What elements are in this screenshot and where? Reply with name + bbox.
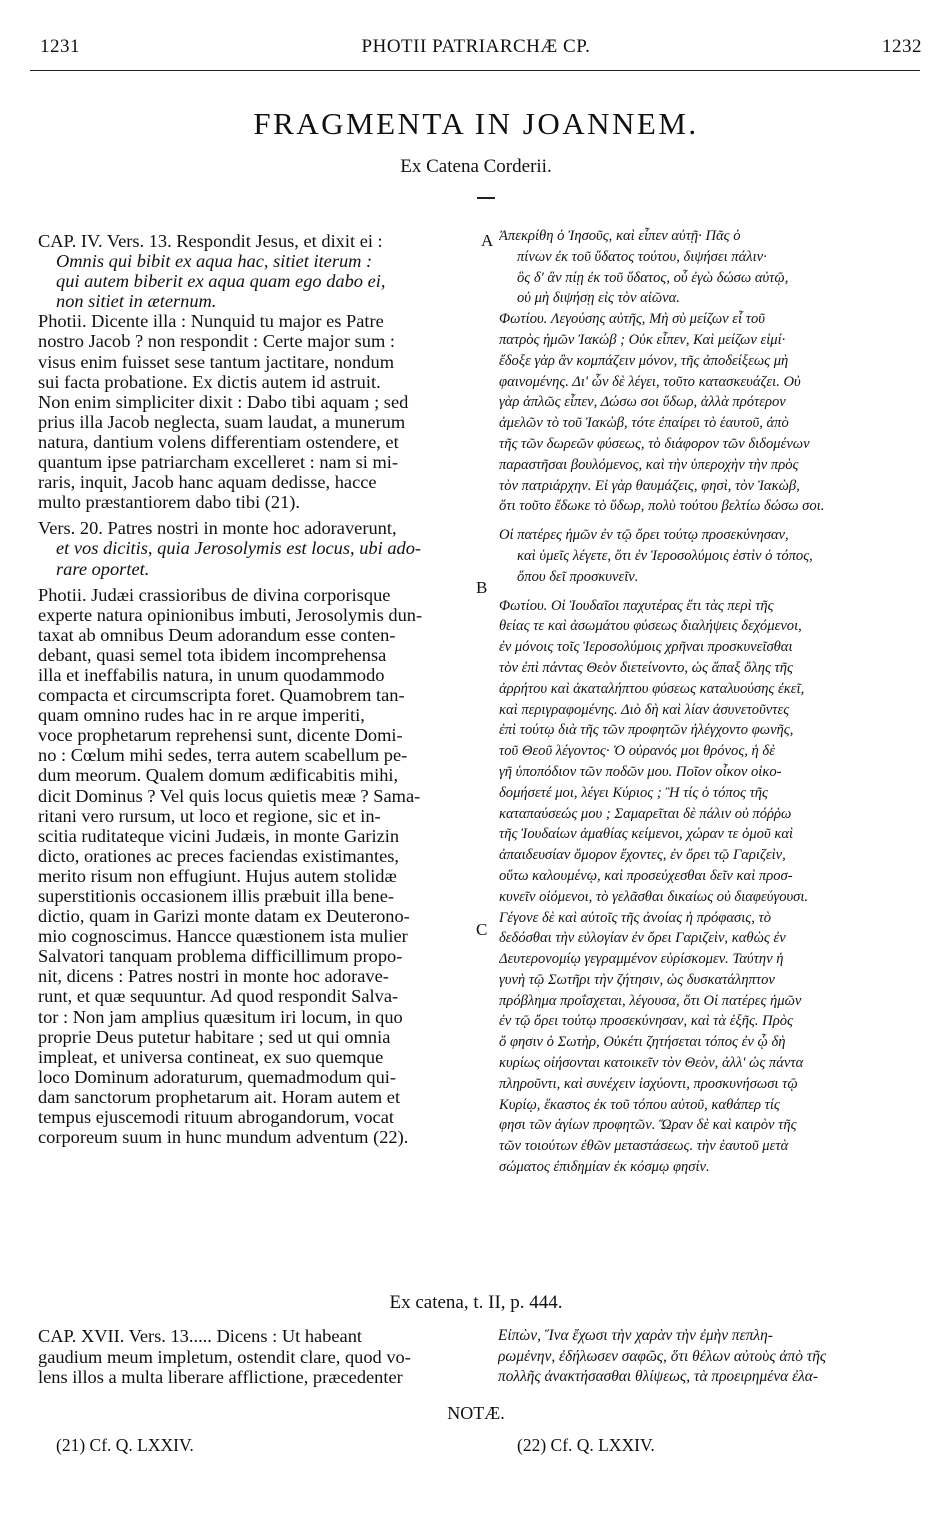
latin-line: gaudium meum impletum, ostendit clare, quod vo- bbox=[38, 1346, 411, 1367]
greek-line: πρόβλημα προΐσχεται, λέγουσα, ὅτι Οἱ πατέρες ἡμῶν bbox=[499, 992, 802, 1009]
latin-line: non sitiet in æternum. bbox=[56, 291, 217, 312]
latin-line: no : Cœlum mihi sedes, terra autem scabellum pe- bbox=[38, 745, 408, 766]
latin-line: nostro Jacob ? non respondit : Certe major sum : bbox=[38, 331, 396, 352]
greek-line: καὶ περιγραφομένης. Διὸ δὴ καὶ λίαν ἀσυνετοῦντες bbox=[499, 701, 790, 718]
greek-line: ἐπὶ τούτῳ διὰ τῆς τῶν προφητῶν ἠλέγχοντο φωνῆς, bbox=[499, 722, 794, 739]
latin-column bbox=[38, 231, 483, 1147]
greek-line: καὶ ὑμεῖς λέγετε, ὅτι ἐν Ἱεροσολύμοις ἐστὶν ὁ τόπος, bbox=[517, 547, 813, 564]
greek-line: τοῦ Θεοῦ λέγοντος· Ὁ οὐρανός μοι θρόνος, ἡ δὲ bbox=[499, 743, 775, 760]
greek-line: πατρὸς ἡμῶν Ἰακώβ ; Οὐκ εἶπεν, Καὶ μείζων εἰμί· bbox=[499, 331, 786, 348]
latin-line: Photii. Dicente illa : Nunquid tu major es Patre bbox=[38, 311, 384, 332]
greek-line: φησι τῶν ἁγίων προφητῶν. Ὥραν δὲ καὶ καιρὸν τῆς bbox=[499, 1117, 797, 1134]
latin-line: taxat ab omnibus Deum adorandum esse conten- bbox=[38, 624, 396, 645]
greek-line: ἀρρήτου καὶ ἀκαταλήπτου φύσεως καταλυούσης ἐκεῖ, bbox=[499, 680, 805, 697]
latin-line: ritani vero rursum, ut loco et regione, sic et in- bbox=[38, 805, 381, 826]
greek-line: ὅ φησιν ὁ Σωτὴρ, Οὐκέτι ζητήσεται τόπος ἐν ᾧ δὴ bbox=[499, 1034, 786, 1051]
greek-line: ρωμένην, ἐδήλωσεν σαφῶς, ὅτι θέλων αὐτοὺς ἀπὸ τῆς bbox=[498, 1347, 827, 1365]
title-dash bbox=[477, 197, 495, 199]
greek-line: τῆς τῶν δωρεῶν φύσεως, τὸ διάφορον τῶν διδομένων bbox=[499, 435, 810, 452]
latin-line: scitia ruditateque vicini Judæis, in monte Garizin bbox=[38, 825, 400, 846]
greek-line: Φωτίου. Λεγούσης αὐτῆς, Μὴ σὺ μείζων εἶ τοῦ bbox=[499, 311, 765, 328]
section-heading: Ex catena, t. II, p. 444. bbox=[389, 1292, 563, 1313]
latin-line: quam omnino rudes hac in re arque imperiti, bbox=[38, 705, 365, 726]
greek-line: δεδόσθαι τὴν εὐλογίαν ἐν ὄρει Γαριζεὶν, καθὼς ἐν bbox=[499, 930, 786, 947]
greek-column-2 bbox=[498, 1326, 923, 1388]
greek-line: Δευτερονομίῳ γεγραμμένον εὑρίσκομεν. Ταύτην ἡ bbox=[499, 951, 784, 968]
footnote-21: (21) Cf. Q. LXXIV. bbox=[56, 1435, 194, 1455]
latin-line: natura, dantium volens differentiam ostendere, et bbox=[38, 431, 399, 452]
greek-line: ὅτι τοῦτο ἔδωκε τὸ ὕδωρ, πολὺ τούτου βελτίω δώσω σοι. bbox=[499, 498, 825, 515]
page-title: FRAGMENTA IN JOANNEM. bbox=[253, 106, 699, 141]
latin-line: dictio, quam in Garizi monte datam ex Deuterono- bbox=[38, 906, 410, 927]
greek-line: θείας τε καὶ ἀσωμάτου φύσεως διαλήψεις δεχόμενοι, bbox=[499, 618, 802, 635]
greek-line: γῆ ὑποπόδιον τῶν ποδῶν μου. Ποῖον οἶκον οἰκο- bbox=[499, 763, 782, 780]
margin-marker-c: C bbox=[476, 920, 488, 939]
latin-line: voce prophetarum reprehensi sunt, dicente Domi- bbox=[38, 725, 403, 746]
latin-line: quantum ipse patriarcham excelleret : nam si mi- bbox=[38, 452, 399, 473]
latin-line: experte natura opinionibus imbuti, Jerosolymis dun- bbox=[38, 604, 423, 625]
latin-line: rare oportet. bbox=[56, 558, 150, 579]
greek-line: τὸν πατριάρχην. Εἰ γὰρ θαυμάζεις, φησὶ, τὸν Ἰακὼβ, bbox=[499, 477, 800, 494]
notes-heading: NOTÆ. bbox=[447, 1403, 505, 1423]
greek-line: πληροῦντι, καὶ συνέχειν ἰσχύοντι, προσκυνήσωσι τῷ bbox=[499, 1075, 798, 1092]
latin-line: debant, quasi semel tota ibidem incomprehensa bbox=[38, 644, 387, 665]
greek-line: Οἱ πατέρες ἡμῶν ἐν τῷ ὄρει τούτῳ προσεκύνησαν, bbox=[499, 527, 789, 544]
latin-line: tor : Non jam amplius quæsitum iri locum, in quo bbox=[38, 1006, 403, 1027]
latin-line: lens illos a multa liberare afflictione, præcedenter bbox=[38, 1367, 403, 1387]
greek-line: γὰρ ἁπλῶς εἶπεν, Δώσω σοι ὕδωρ, ἀλλὰ πρότερον bbox=[499, 394, 786, 411]
page-number-left: 1231 bbox=[40, 36, 80, 57]
greek-line: τὸν ἐπὶ πάντας Θεὸν διετείνοντο, ὡς ἅπαξ ὅλης τῆς bbox=[499, 659, 793, 676]
latin-line: compacta et circumscripta foret. Quamobrem tan- bbox=[38, 685, 405, 706]
latin-line: Photii. Judæi crassioribus de divina corporisque bbox=[38, 584, 391, 605]
greek-line: Κυρίῳ, ἕκαστος ἐκ τοῦ τόπου αὐτοῦ, καθάπερ τίς bbox=[499, 1096, 780, 1113]
greek-line: Γέγονε δὲ καὶ αὐτοῖς τῆς ἀνοίας ἡ πρόφασις, τὸ bbox=[499, 909, 772, 926]
latin-line: et vos dicitis, quia Jerosolymis est locus, ubi ado- bbox=[56, 538, 422, 559]
greek-line: κυρίως οἰήσονται κατοικεῖν τὸν Θεὸν, ἀλλ' ὡς πάντα bbox=[499, 1055, 804, 1072]
greek-line: γυνὴ τῷ Σωτῆρι τὴν ζήτησιν, ὡς δυσκατάληπτον bbox=[499, 971, 775, 988]
latin-column-2 bbox=[38, 1326, 483, 1388]
latin-line: CAP. IV. Vers. 13. Respondit Jesus, et dixit ei : bbox=[38, 231, 383, 251]
latin-line: illa et ineffabilis natura, in unum quodammodo bbox=[38, 664, 385, 685]
latin-line: nit, dicens : Patres nostri in monte hoc adorave- bbox=[38, 966, 389, 987]
latin-line: dicit Dominus ? Vel quis locus quietis meæ ? Sama- bbox=[38, 785, 421, 806]
greek-column bbox=[499, 226, 924, 1178]
greek-line: δομήσετέ μοι, λέγει Κύριος ; Ἢ τίς ὁ τόπος τῆς bbox=[499, 784, 768, 801]
margin-marker-a: A bbox=[481, 231, 494, 250]
greek-line: ὃς δ' ἂν πίῃ ἐκ τοῦ ὕδατος, οὗ ἐγὼ δώσω αὐτῷ, bbox=[517, 269, 789, 286]
latin-line: CAP. XVII. Vers. 13..... Dicens : Ut habeant bbox=[38, 1326, 363, 1346]
greek-line: κυνεῖν οἰόμενοι, τὸ γελᾶσθαι δικαίως οὐ διαφεύγουσι. bbox=[499, 888, 809, 905]
latin-line: superstitionis occasionem illis præbuit illa bene- bbox=[38, 886, 395, 906]
latin-line: proprie Deus putetur habitare ; sed ut qui omnia bbox=[38, 1026, 391, 1047]
greek-line: ἀπαιδευσίαν ὅμορον ἔχοντες, ἐν ὄρει τῷ Γαριζεὶν, bbox=[499, 847, 786, 864]
latin-line: multo præstantiorem dabo tibi (21). bbox=[38, 492, 301, 513]
greek-line: ἐν μόνοις τοῖς Ἱεροσολύμοις χρῆναι προσκυνεῖσθαι bbox=[499, 639, 793, 656]
latin-line: runt, et quæ sequuntur. Ad quod respondit Salva- bbox=[38, 986, 399, 1007]
footnote-22: (22) Cf. Q. LXXIV. bbox=[517, 1435, 655, 1455]
greek-line: ἔδοξε γὰρ ἂν κομπάζειν μόνον, τῆς ἀποδείξεως μὴ bbox=[499, 352, 789, 369]
greek-line: καταπαύσεώς μου ; Σαμαρεῖται δὲ πάλιν οὐ πόῤῥω bbox=[499, 805, 792, 822]
greek-line: φαινομένης. Δι' ὧν δὲ λέγει, τοῦτο κατασκευάζει. Οὐ bbox=[499, 373, 801, 390]
greek-line: τῶν τοιούτων ἐθῶν μεταστάσεως. τὴν ἑαυτοῦ μετὰ bbox=[499, 1138, 789, 1155]
latin-line: dam sanctorum prophetarum ait. Horam autem et bbox=[38, 1086, 401, 1107]
latin-line: dum meorum. Qualem domum ædificabitis mihi, bbox=[38, 765, 399, 786]
latin-line: merito risum non effugiunt. Hujus autem stolidæ bbox=[38, 865, 397, 886]
latin-line: qui autem biberit ex aqua quam ego dabo ei, bbox=[56, 271, 386, 292]
greek-line: ὅπου δεῖ προσκυνεῖν. bbox=[517, 568, 639, 585]
greek-line: πίνων ἐκ τοῦ ὕδατος τούτου, διψήσει πάλιν· bbox=[517, 248, 767, 265]
greek-line: Φωτίου. Οἱ Ἰουδαῖοι παχυτέρας ἔτι τὰς περὶ τῆς bbox=[499, 597, 774, 614]
latin-line: tempus ejuscemodi rituum abrogandorum, vocat bbox=[38, 1107, 394, 1128]
latin-line: sui facta probatione. Ex dictis autem id astruit. bbox=[38, 371, 381, 392]
greek-line: παραστῆσαι βουλόμενος, καὶ τὴν ὑπεροχὴν τὴν πρὸς bbox=[499, 456, 799, 473]
page-number-right: 1232 bbox=[882, 36, 922, 57]
latin-line: dicto, orationes ac preces faciendas existimantes, bbox=[38, 845, 400, 866]
greek-line: οὐ μὴ διψήσῃ εἰς τὸν αἰῶνα. bbox=[517, 290, 680, 307]
margin-marker-b: B bbox=[476, 578, 488, 597]
greek-line: ἐν τῷ ὄρει τούτῳ προσεκύνησαν, καὶ τὰ ἑξῆς. Πρὸς bbox=[499, 1013, 793, 1030]
latin-line: Salvatori tanquam problema difficillimum propo- bbox=[38, 946, 403, 967]
greek-line: τῆς Ἰουδαίων ἀμαθίας κείμενοι, χώραν τε ὁμοῦ καὶ bbox=[499, 826, 794, 843]
latin-line: raris, inquit, Jacob hanc aquam dedisse, hacce bbox=[38, 472, 377, 493]
greek-line: ἀμελῶν τὸ τοῦ Ἰακὼβ, τότε ἐπαίρει τὸ ἑαυτοῦ, ἀπὸ bbox=[499, 415, 789, 432]
latin-line: loco Dominum adoraturum, quemadmodum qui- bbox=[38, 1066, 397, 1087]
latin-line: Omnis qui bibit ex aqua hac, sitiet iterum : bbox=[56, 251, 373, 272]
latin-line: Non enim simpliciter dixit : Dabo tibi aquam ; sed bbox=[38, 391, 409, 412]
greek-line: Ἀπεκρίθη ὁ Ἰησοῦς, καὶ εἶπεν αὐτῇ· Πᾶς ὁ bbox=[499, 228, 741, 244]
latin-line: Vers. 20. Patres nostri in monte hoc adoraverunt, bbox=[38, 518, 397, 539]
latin-line: visus enim fuisset sese tantum jactitare, nondum bbox=[38, 351, 394, 372]
latin-line: impleat, et universa contineat, ex suo quemque bbox=[38, 1046, 384, 1067]
greek-line: Εἰπὼν, Ἵνα ἔχωσι τὴν χαρὰν τὴν ἐμὴν πεπλη- bbox=[498, 1327, 773, 1344]
greek-line: οὕτω καλουμένῳ, καὶ προσεύχεσθαι δεῖν καὶ προσ- bbox=[499, 867, 793, 884]
greek-line: σώματος ἐπιδημίαν ἐκ κόσμῳ φησίν. bbox=[499, 1159, 710, 1176]
page-subtitle: Ex Catena Corderii. bbox=[400, 156, 552, 177]
latin-line: corporeum suum in hunc mundum adventum (22). bbox=[38, 1127, 409, 1148]
running-title: PHOTII PATRIARCHÆ CP. bbox=[361, 36, 591, 57]
latin-line: prius illa Jacob neglecta, suam laudat, a munerum bbox=[38, 411, 406, 432]
greek-line: πολλῆς ἀνακτήσασθαι θλίψεως, τὰ προειρημένα ἐλα- bbox=[498, 1368, 819, 1385]
header-rule bbox=[30, 70, 920, 71]
latin-line: mio cognoscimus. Hancce quæstionem ista mulier bbox=[38, 926, 408, 947]
